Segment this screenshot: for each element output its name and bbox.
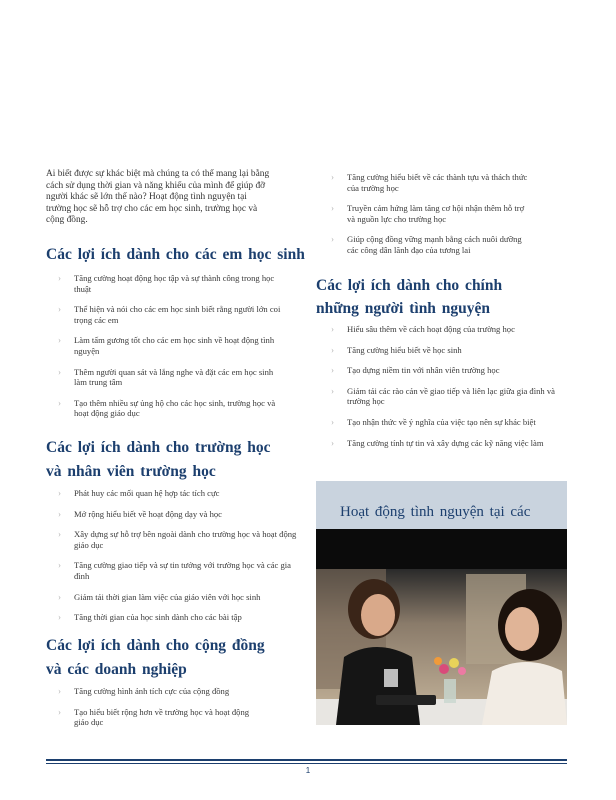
list-item: › Tăng cường hoạt động học tập và sự thành công trong học thuật: [58, 273, 288, 294]
list-item: › Phát huy các mối quan hệ hợp tác tích cực: [58, 488, 298, 499]
list-item: › Tăng cường hiểu biết về học sinh: [331, 345, 566, 356]
intro-paragraph: Ai biết được sự khác biệt mà chúng ta có thể mang lại bằng cách sử dụng thời gian và năng khiếu của mình để giúp đỡ người khác sẽ lớn thế nào? Hoạt động tình nguyện tại trường học sẽ hỗ trợ cho các em học sinh, trường học và cộng đồng.: [46, 169, 270, 226]
students-benefits-list: [58, 273, 288, 429]
page-number: 1: [305, 766, 311, 775]
community-benefits-list: [58, 686, 258, 738]
heading-line: Các lợi ích dành cho trường học: [46, 439, 271, 456]
list-item: › Giảm tải các rào cản về giao tiếp và liên lạc giữa gia đình và trường học: [331, 386, 566, 407]
list-item: › Làm tấm gương tốt cho các em học sinh về hoạt động tình nguyện: [58, 335, 288, 356]
list-item: › Tạo thêm nhiều sự ủng hộ cho các học sinh, trường học và hoạt động giáo dục: [58, 398, 288, 419]
heading-line: và nhân viên trường học: [46, 463, 216, 480]
list-item: › Tăng cường tính tự tin và xây dựng các kỹ năng việc làm: [331, 438, 566, 449]
list-item: › Thể hiện và nói cho các em học sinh biết rằng người lớn coi trọng các em: [58, 304, 288, 325]
list-item: › Tăng cường giao tiếp và sự tin tưởng với trường học và các gia đình: [58, 560, 298, 581]
list-item: › Mở rộng hiểu biết về hoạt động dạy và học: [58, 509, 298, 520]
students-benefits-heading: Các lợi ích dành cho các em học sinh: [46, 246, 305, 263]
footer-rule-thin: [46, 763, 567, 764]
list-item: › Giảm tải thời gian làm việc của giáo viên với học sinh: [58, 592, 298, 603]
heading-line: những người tình nguyện: [316, 300, 491, 317]
list-item: › Giúp cộng đồng vững mạnh bằng cách nuôi dưỡng các công dân lãnh đạo của tương lai: [331, 234, 531, 255]
list-item: › Tăng cường hiểu biết về các thành tựu và thách thức của trường học: [331, 172, 531, 193]
heading-line: Các lợi ích dành cho cộng đồng: [46, 637, 265, 654]
heading-line: Các lợi ích dành cho chính: [316, 277, 503, 294]
list-item: › Tạo hiểu biết rộng hơn về trường học và hoạt động giáo dục: [58, 707, 258, 728]
list-item: › Hiểu sâu thêm về cách hoạt động của trường học: [331, 324, 566, 335]
community-benefits-list-continued: [331, 172, 531, 266]
list-item: › Tạo nhận thức về ý nghĩa của việc tạo nên sự khác biệt: [331, 417, 566, 428]
schools-benefits-heading: [46, 437, 270, 483]
list-item: › Tăng thời gian của học sinh dành cho các bài tập: [58, 612, 298, 623]
list-item: › Tăng cường hình ảnh tích cực của cộng đồng: [58, 686, 258, 697]
volunteers-benefits-heading: [316, 275, 502, 320]
list-item: › Tạo dựng niềm tin với nhân viên trường học: [331, 365, 566, 376]
list-item: › Truyền cảm hứng làm tăng cơ hội nhận thêm hỗ trợ và nguồn lực cho trường học: [331, 203, 531, 224]
volunteers-benefits-list: [331, 324, 566, 458]
community-benefits-heading: [46, 635, 265, 681]
students-photo: [316, 529, 567, 725]
list-item: › Xây dựng sự hỗ trợ bên ngoài dành cho trường học và hoạt động giáo dục: [58, 529, 298, 550]
list-item: › Thêm người quan sát và lắng nghe và đặt các em học sinh làm trung tâm: [58, 367, 288, 388]
photo-title: Hoạt động tình nguyện tại các: [340, 504, 531, 520]
schools-benefits-list: [58, 488, 298, 633]
volunteer-photo-block: [316, 481, 567, 725]
footer-rule: [46, 759, 567, 761]
heading-line: và các doanh nghiệp: [46, 661, 187, 678]
